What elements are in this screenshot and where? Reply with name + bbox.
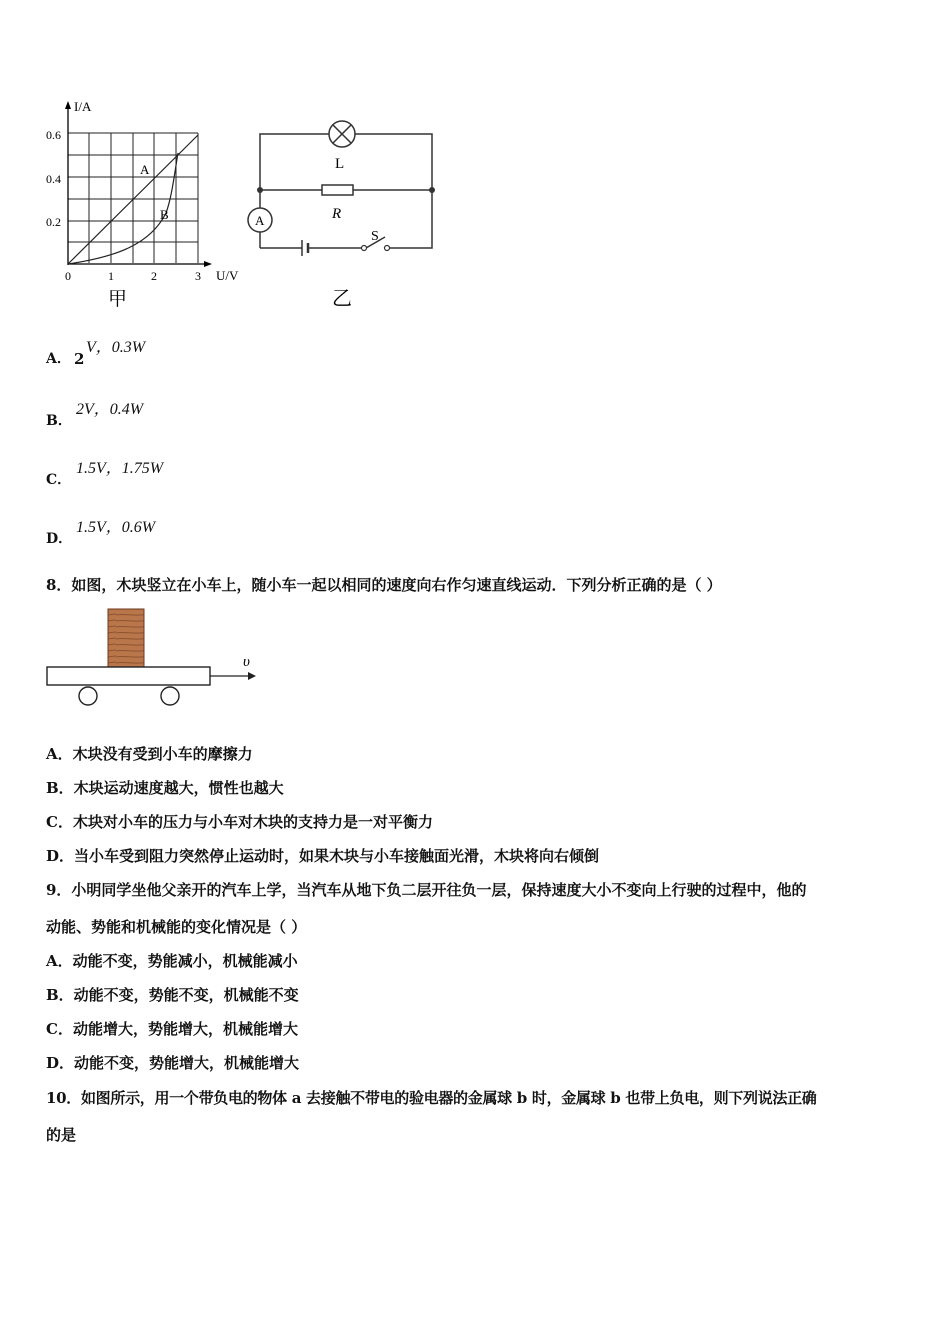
x-tick-label: 1 <box>108 269 114 283</box>
q7-option-b[interactable] <box>46 396 346 430</box>
wood-block <box>108 609 144 667</box>
option-value: V，0.3W <box>86 339 146 356</box>
option-label: A． <box>46 351 71 367</box>
x-axis-label: U/V <box>216 268 239 283</box>
q8-option-d[interactable]: D．当小车受到阻力突然停止运动时，如果木块与小车接触面光滑，木块将向右倾倒 <box>46 847 600 865</box>
y-tick-label: 0.6 <box>46 128 61 142</box>
q10-stem-line2: 的是 <box>46 1126 77 1144</box>
circuit-caption: 乙 <box>332 286 352 310</box>
resistor-label: R <box>332 206 342 222</box>
q7-option-c[interactable] <box>46 455 346 489</box>
switch-contact <box>385 246 390 251</box>
q9-option-b[interactable]: B．动能不变，势能不变，机械能不变 <box>46 986 299 1004</box>
q9-option-c[interactable]: C．动能增大，势能增大，机械能增大 <box>46 1020 298 1038</box>
lamp-label: L <box>335 156 345 172</box>
wire <box>388 190 432 248</box>
option-label: B． <box>46 413 72 429</box>
q9-option-d[interactable]: D．动能不变，势能增大，机械能增大 <box>46 1054 300 1072</box>
q10-stem-line1: 10．如图所示，用一个带负电的物体 a 去接触不带电的验电器的金属球 b 时，金属球 b 也带上负电，则下列说法正确 <box>46 1089 817 1107</box>
wire <box>355 134 432 190</box>
x-tick-label: 3 <box>195 269 201 283</box>
option-label: C． <box>46 472 72 488</box>
y-tick-label: 0.2 <box>46 215 61 229</box>
q8-option-c[interactable]: C．木块对小车的压力与小车对木块的支持力是一对平衡力 <box>46 813 433 831</box>
cart-body <box>47 667 210 685</box>
q9-option-a[interactable]: A．动能不变，势能减小，机械能减小 <box>46 952 298 970</box>
q7-option-d[interactable] <box>46 514 346 548</box>
q7-option-a[interactable] <box>46 334 346 368</box>
velocity-arrow-head <box>248 672 256 680</box>
option-value: 1.5V，1.75W <box>76 460 164 477</box>
curve-b-label: B <box>160 207 169 222</box>
x-tick-label: 0 <box>65 269 71 283</box>
x-tick-label: 2 <box>151 269 157 283</box>
cart-wheel <box>161 687 179 705</box>
q9-stem-line1: 9．小明同学坐他父亲开的汽车上学，当汽车从地下负二层开往负一层，保持速度大小不变向上行驶的过程中，他的 <box>46 881 807 899</box>
cart-wheel <box>79 687 97 705</box>
resistor-symbol <box>322 185 353 195</box>
velocity-label: υ <box>243 654 250 670</box>
switch-label: S <box>371 229 379 244</box>
y-tick-label: 0.4 <box>46 172 61 186</box>
wire <box>260 134 329 190</box>
option-value: 1.5V，0.6W <box>76 519 156 536</box>
ammeter-label: A <box>255 213 265 228</box>
y-axis-label: I/A <box>74 99 92 114</box>
iu-graph <box>40 95 240 310</box>
option-label: D． <box>46 531 73 547</box>
cart-figure <box>44 606 269 712</box>
junction-node <box>257 187 263 193</box>
q8-option-a[interactable]: A．木块没有受到小车的摩擦力 <box>46 745 253 763</box>
q9-stem-line2: 动能、势能和机械能的变化情况是（ ） <box>46 918 307 936</box>
y-axis-arrow <box>65 101 71 109</box>
curve-a-label: A <box>140 162 150 177</box>
graph-caption: 甲 <box>108 288 128 310</box>
lamp-symbol <box>329 121 355 147</box>
option-value-prefix: 2 <box>74 350 85 368</box>
circuit-diagram <box>240 112 445 312</box>
q8-option-b[interactable]: B．木块运动速度越大，惯性也越大 <box>46 779 284 797</box>
junction-node <box>429 187 435 193</box>
q8-stem: 8．如图，木块竖立在小车上，随小车一起以相同的速度向右作匀速直线运动．下列分析正确的是（ ） <box>46 576 722 594</box>
option-value: 2V，0.4W <box>76 401 144 418</box>
switch-contact <box>362 246 367 251</box>
x-axis-arrow <box>204 261 212 267</box>
